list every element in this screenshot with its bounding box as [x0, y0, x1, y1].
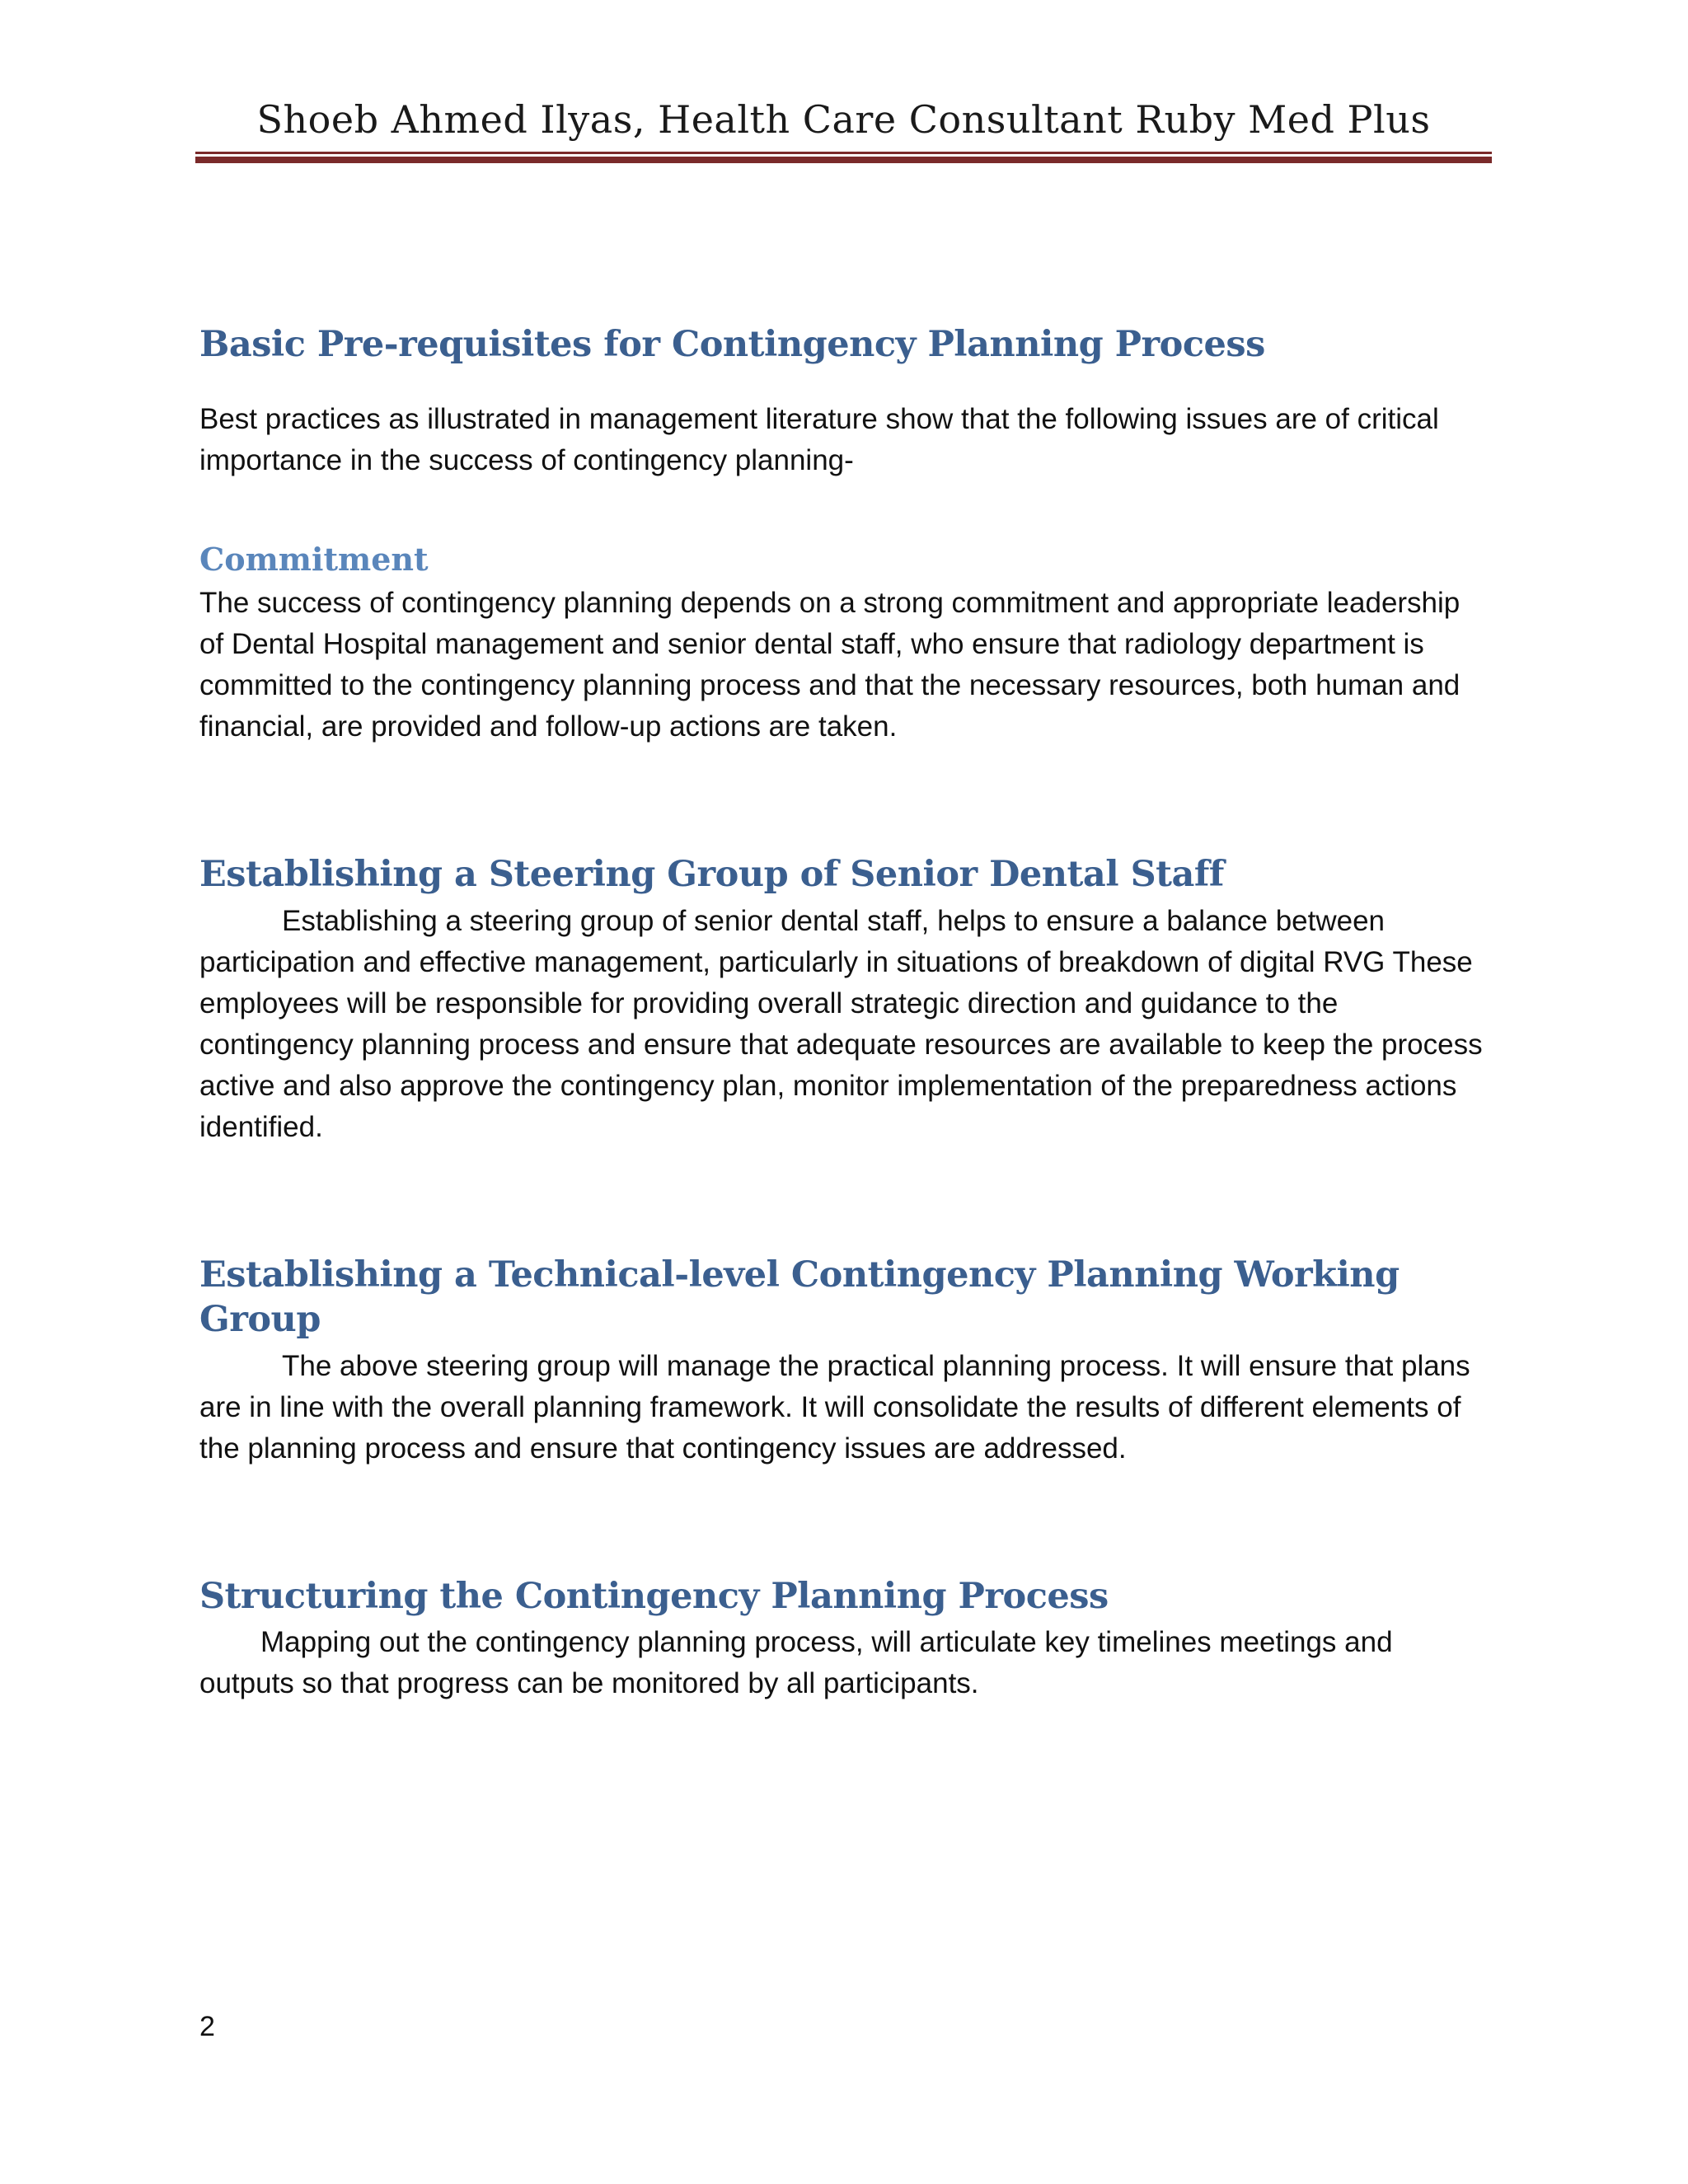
paragraph-commitment: The success of contingency planning depends on a strong commitment and appropriate leadership of Dental Hospital management and senior dental staff, who ensure that radiology department is committed to the contingency planning process and that the necessary resources, both human and financial, are provided and follow-up actions are taken. [199, 587, 1461, 743]
page-header-title: Shoeb Ahmed Ilyas, Health Care Consultant Ruby Med Plus [256, 97, 1431, 142]
header-rule-thin [195, 152, 1492, 154]
subheading-commitment: Commitment [199, 540, 429, 578]
paragraph-steering-group: Establishing a steering group of senior dental staff, helps to ensure a balance between participation and effective management, particularly in situations of breakdown of digital RVG These employees will be responsible for providing overall strategic direction and guidance to the contingency planning process and ensure that adequate resources are available to keep the process active and also approve the contingency plan, monitor implementation of the preparedness actions identified. [199, 905, 1483, 1144]
paragraph-structuring-process: Mapping out the contingency planning process, will articulate key timelines meetings and outputs so that progress can be monitored by all participants. [199, 1626, 1393, 1700]
paragraph-technical-working-group: The above steering group will manage the practical planning process. It will ensure that plans are in line with the overall planning framework. It will consolidate the results of different elements of the planning process and ensure that contingency issues are addressed. [199, 1349, 1470, 1465]
section-heading-steering-group: Establishing a Steering Group of Senior Dental Staff [199, 854, 1224, 896]
header-rule-thick [195, 157, 1492, 163]
section-heading-basic-prerequisites: Basic Pre-requisites for Contingency Planning Process [199, 324, 1265, 365]
section-heading-structuring-process: Structuring the Contingency Planning Process [199, 1575, 1109, 1617]
section-heading-technical-working-group: Establishing a Technical-level Contingency Planning Working Group [199, 1254, 1400, 1340]
document-body [199, 313, 1485, 1704]
page-number: 2 [199, 2011, 215, 2042]
paragraph-basic-prerequisites: Best practices as illustrated in management literature show that the following issues are of critical importance in the success of contingency planning- [199, 402, 1439, 476]
